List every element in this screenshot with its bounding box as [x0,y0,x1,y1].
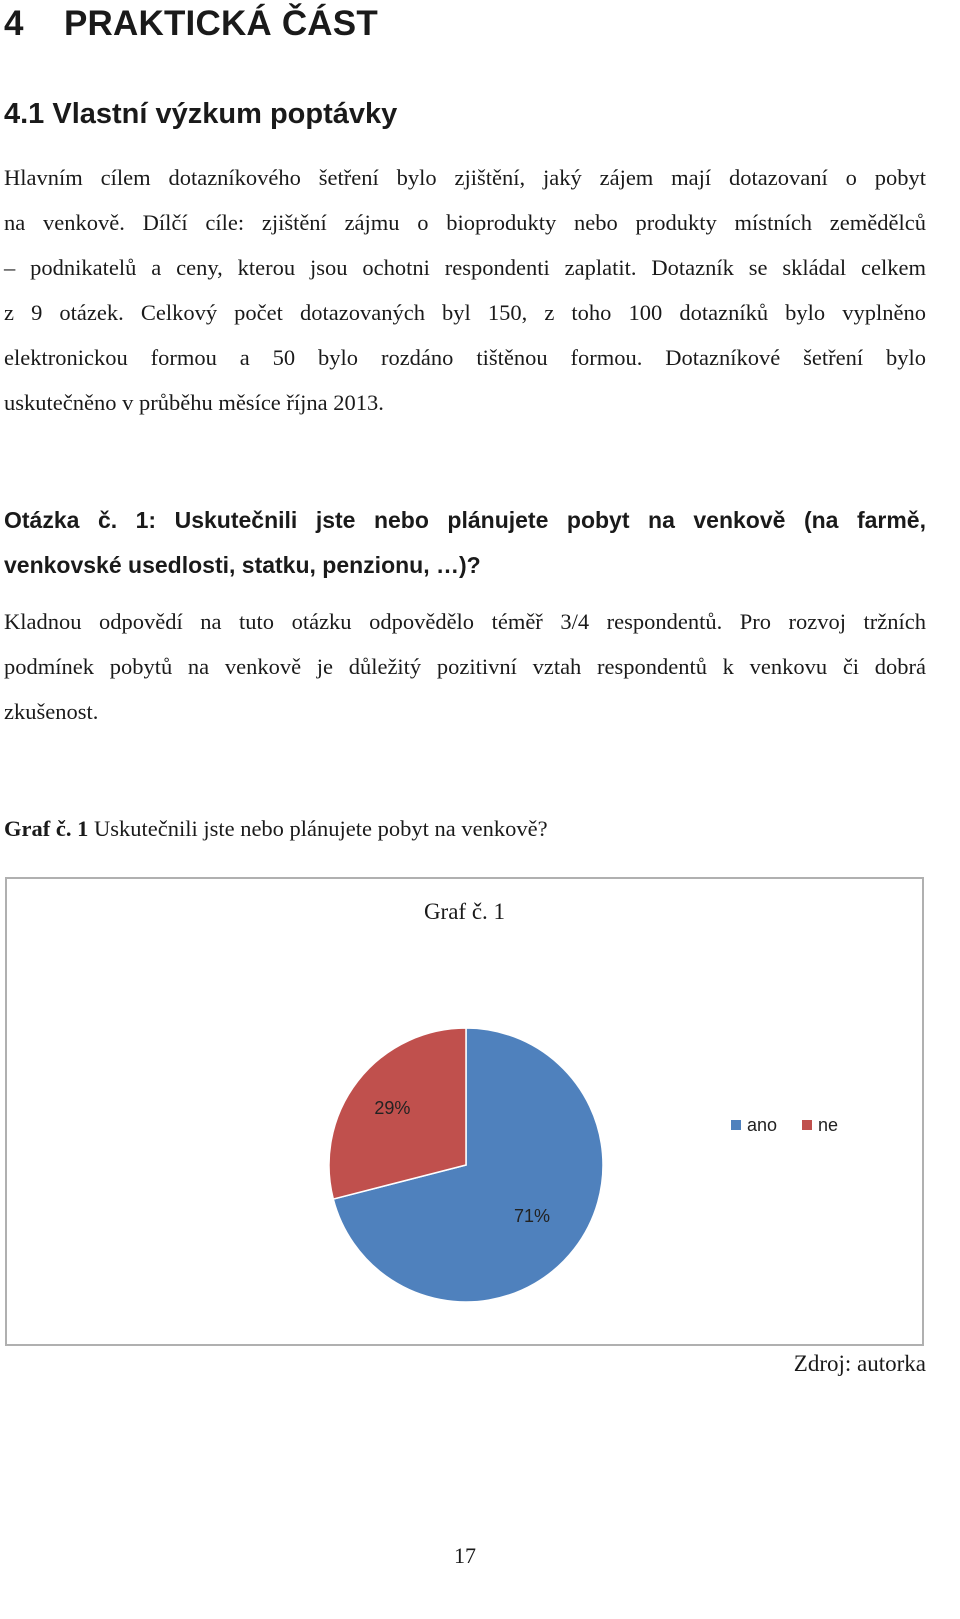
figure-source: Zdroj: autorka [793,1351,926,1376]
question-line: venkovské usedlosti, statku, penzionu, …)? [4,552,481,578]
paragraph-line: – podnikatelů a ceny, kterou jsou ochotni respondenti zaplatit. Dotazník se skládal celkem [4,255,926,280]
chapter-number: 4 [4,4,24,43]
legend-label-ne: ne [818,1115,839,1135]
figure-caption [4,814,548,844]
chapter-heading [4,2,378,46]
figure-caption-label: Graf č. 1 [4,816,89,841]
paragraph-line: Hlavním cílem dotazníkového šetření bylo zjištění, jaký zájem mají dotazovaní o pobyt [4,165,926,190]
section-heading: 4.1 Vlastní výzkum poptávky [4,98,398,130]
data-label-ne: 29% [374,1097,411,1118]
paragraph-line: elektronickou formou a 50 bylo rozdáno tištěnou formou. Dotazníkové šetření bylo [4,345,926,370]
question-line: Otázka č. 1: Uskutečnili jste nebo plánujete pobyt na venkově (na farmě, [4,507,926,533]
paragraph-line: podmínek pobytů na venkově je důležitý pozitivní vztah respondentů k venkovu či dobrá [4,654,926,679]
legend-swatch-ne [802,1120,812,1130]
legend-label-ano: ano [747,1115,778,1135]
paragraph-line: na venkově. Dílčí cíle: zjištění zájmu o bioprodukty nebo produkty místních zemědělců [4,210,926,235]
page-number: 17 [454,1543,476,1568]
chapter-title: PRAKTICKÁ ČÁST [64,4,378,43]
pie-chart [5,877,924,1346]
legend-swatch-ano [731,1120,741,1130]
pie-chart-plot [7,879,922,1344]
data-label-ano: 71% [513,1206,551,1227]
figure-caption-text: Uskutečnili jste nebo plánujete pobyt na venkově? [88,816,548,841]
paragraph-line: zkušenost. [4,699,99,724]
paragraph-line: uskutečněno v průběhu měsíce října 2013. [4,390,384,415]
chart-title: Graf č. 1 [423,899,506,924]
paragraph-line: Kladnou odpovědí na tuto otázku odpovědělo téměř 3/4 respondentů. Pro rozvoj tržních [4,609,926,634]
paragraph-line: z 9 otázek. Celkový počet dotazovaných byl 150, z toho 100 dotazníků bylo vyplněno [4,300,926,325]
